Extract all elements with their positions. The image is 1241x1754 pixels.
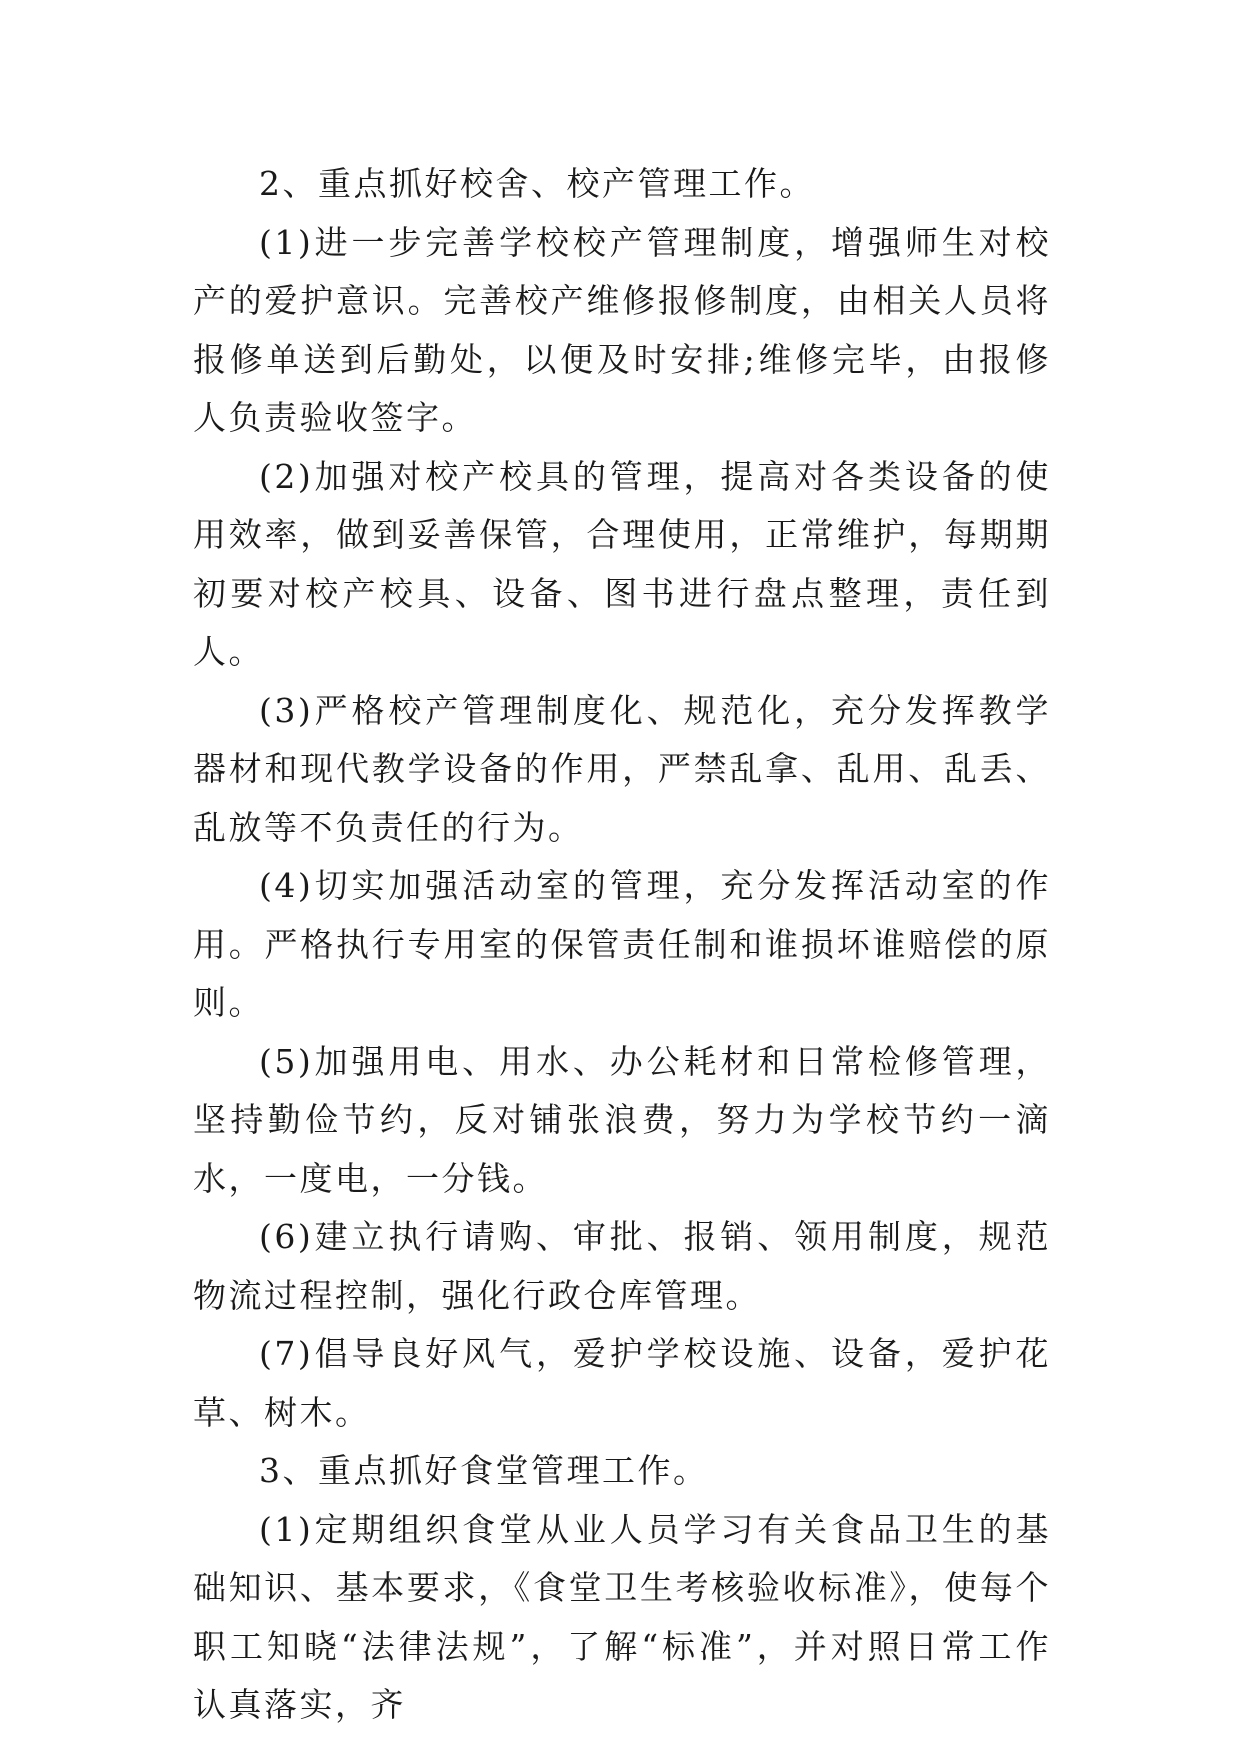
paragraph-2-5: (5)加强用电、用水、办公耗材和日常检修管理，坚持勤俭节约，反对铺张浪费，努力为学校节约一滴水，一度电，一分钱。 [193, 1041, 1051, 1198]
paragraph-2-4: (4)切实加强活动室的管理，充分发挥活动室的作用。严格执行专用室的保管责任制和谁损坏谁赔偿的原则。 [193, 866, 1051, 1022]
section-heading-3: 3、重点抓好食堂管理工作。 [259, 1451, 709, 1490]
section-heading-2: 2、重点抓好校舍、校产管理工作。 [259, 164, 815, 203]
document-body [193, 155, 1051, 1735]
paragraph-3-1: (1)定期组织食堂从业人员学习有关食品卫生的基础知识、基本要求，《食堂卫生考核验收标准》，使每个职工知晓“法律法规”，了解“标准”，并对照日常工作认真落实，齐 [193, 1509, 1051, 1724]
paragraph-2-1: (1)进一步完善学校校产管理制度，增强师生对校产的爱护意识。完善校产维修报修制度，由相关人员将报修单送到后勤处，以便及时安排;维修完毕，由报修人负责验收签字。 [193, 222, 1051, 437]
paragraph-2-2: (2)加强对校产校具的管理，提高对各类设备的使用效率，做到妥善保管，合理使用，正常维护，每期期初要对校产校具、设备、图书进行盘点整理，责任到人。 [193, 456, 1051, 671]
paragraph-2-3: (3)严格校产管理制度化、规范化，充分发挥教学器材和现代教学设备的作用，严禁乱拿、乱用、乱丢、乱放等不负责任的行为。 [193, 690, 1051, 847]
paragraph-2-7: (7)倡导良好风气，爱护学校设施、设备，爱护花草、树木。 [193, 1334, 1051, 1432]
paragraph-2-6: (6)建立执行请购、审批、报销、领用制度，规范物流过程控制，强化行政仓库管理。 [193, 1217, 1051, 1315]
